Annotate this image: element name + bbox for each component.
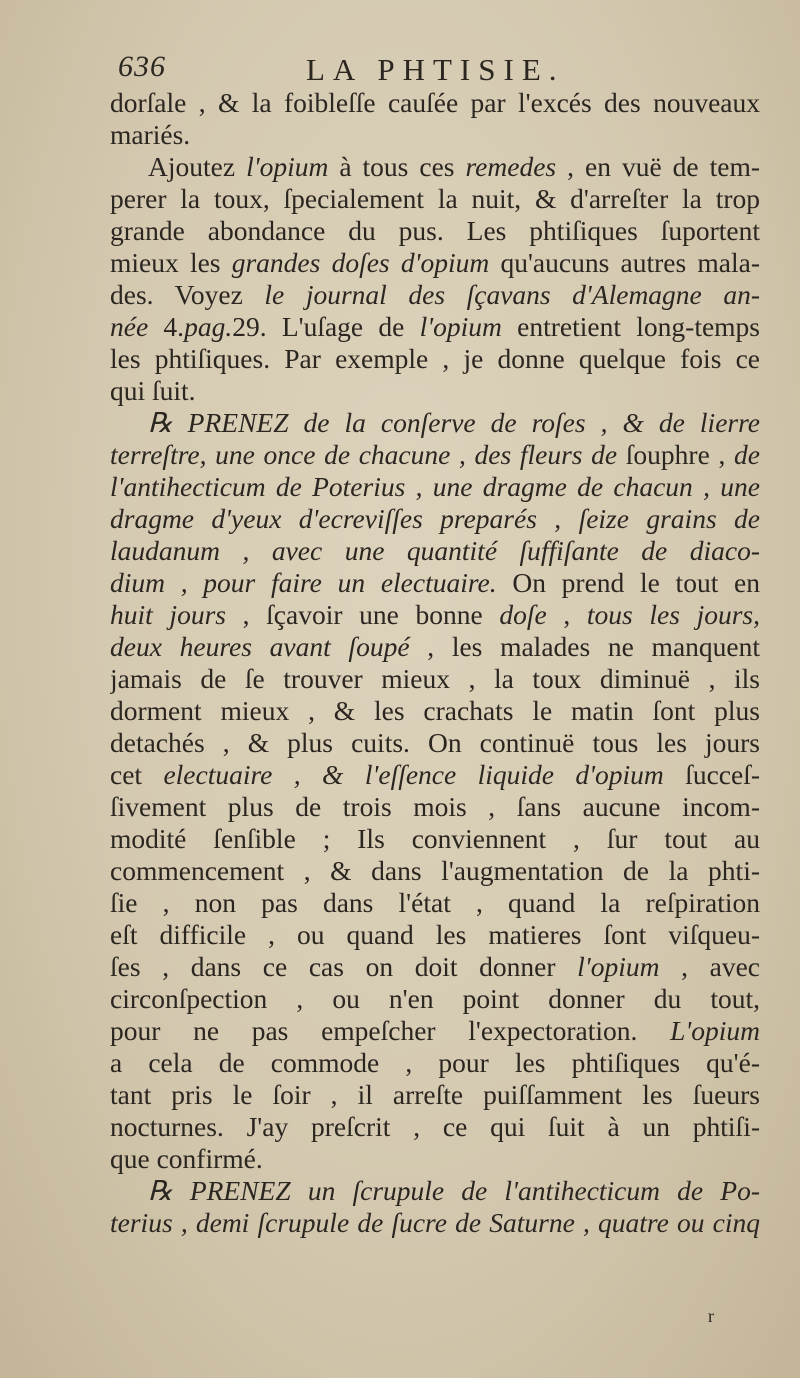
text-line <box>110 759 760 791</box>
text-line <box>110 1015 760 1047</box>
text-line <box>110 823 760 855</box>
roman-run: 4. <box>148 311 185 342</box>
text-line <box>110 535 760 567</box>
roman-run: qu'aucuns autres mala- <box>489 247 760 278</box>
italic-run: terreſtre, une once de chacune , des fleurs de <box>110 439 626 470</box>
roman-run: tant pris le ſoir , il arreſte puiſſamment les ſueurs <box>110 1079 760 1110</box>
roman-run: perer la toux, ſpecialement la nuit, & d'arreſter la trop <box>110 183 760 214</box>
text-line <box>110 1143 760 1175</box>
italic-run: remedes <box>465 151 557 182</box>
roman-run: commencement , & dans l'augmentation de la phti- <box>110 855 760 886</box>
roman-run: mariés. <box>110 119 191 150</box>
roman-run: pour ne pas empeſcher l'expectoration. <box>110 1015 671 1046</box>
roman-run: , avec <box>659 951 760 982</box>
italic-run: l'opium <box>419 311 502 342</box>
text-line <box>110 855 760 887</box>
text-line <box>110 791 760 823</box>
text-line <box>110 983 760 1015</box>
roman-run: des. Voyez <box>110 279 265 310</box>
text-line <box>110 279 760 311</box>
roman-run: On prend le tout en <box>496 567 760 598</box>
text-line <box>110 375 760 407</box>
text-line <box>110 311 760 343</box>
italic-run: née <box>110 311 149 342</box>
page-header <box>118 50 748 90</box>
text-line <box>110 343 760 375</box>
roman-run: eſt difficile , ou quand les matieres ſont viſqueu- <box>110 919 760 950</box>
italic-run: ℞ PRENEZ de la conſerve de roſes , & de lierre <box>148 407 760 438</box>
roman-run: modité ſenſible ; Ils conviennent , ſur tout au <box>110 823 760 854</box>
text-line <box>110 471 760 503</box>
text-line <box>110 599 760 631</box>
body-text <box>110 87 760 1239</box>
text-line <box>110 1207 760 1239</box>
roman-run: 29. L'uſage de <box>232 311 420 342</box>
text-line <box>110 695 760 727</box>
italic-run: l'opium <box>246 151 329 182</box>
roman-run: a cela de commode , pour les phtiſiques qu'é- <box>110 1047 760 1078</box>
roman-run: les phtiſiques. Par exemple , je donne quelque fois ce <box>110 343 760 374</box>
roman-run: ſes , dans ce cas on doit donner <box>110 951 578 982</box>
text-line <box>110 503 760 535</box>
roman-run: mieux les <box>110 247 232 278</box>
text-line <box>110 663 760 695</box>
text-line <box>110 1111 760 1143</box>
roman-run: jamais de ſe trouver mieux , la toux diminuë , ils <box>110 663 760 694</box>
roman-run: ſie , non pas dans l'état , quand la reſpiration <box>110 887 760 918</box>
italic-run: l'antihecticum de Poterius , une dragme de chacun , une <box>110 471 760 502</box>
printer-mark: r <box>708 1306 714 1326</box>
italic-run: tous les jours, <box>586 599 760 630</box>
roman-run: ſucceſ- <box>663 759 760 790</box>
text-line <box>110 1047 760 1079</box>
roman-run: Ajoutez <box>148 151 247 182</box>
roman-run: dorment mieux , & les crachats le matin ſont plus <box>110 695 760 726</box>
text-line <box>110 183 760 215</box>
text-line <box>110 247 760 279</box>
roman-run: , en vuë de tem- <box>556 151 760 182</box>
italic-run: L'opium <box>670 1015 760 1046</box>
roman-run: qui ſuit. <box>110 375 196 406</box>
text-line <box>110 951 760 983</box>
italic-run: ℞ PRENEZ un ſcrupule de l'antihecticum de Po- <box>148 1175 760 1206</box>
roman-run: , les malades ne manquent <box>409 631 760 662</box>
text-line <box>110 887 760 919</box>
italic-run: le journal des ſçavans d'Alemagne an- <box>264 279 760 310</box>
italic-run: dragme d'yeux d'ecreviſſes preparés , ſeize grains de <box>110 503 760 534</box>
text-line <box>110 439 760 471</box>
roman-run: nocturnes. J'ay preſcrit , ce qui ſuit à un phtiſi- <box>110 1111 760 1142</box>
text-line <box>110 407 760 439</box>
roman-run: circonſpection , ou n'en point donner du tout, <box>110 983 760 1014</box>
italic-run: terius , demi ſcrupule de ſucre de Saturne , quatre ou cinq <box>110 1207 760 1238</box>
italic-run: pag. <box>184 311 233 342</box>
italic-run: de <box>734 439 760 470</box>
roman-run: cet <box>110 759 164 790</box>
italic-run: huit jours <box>110 599 226 630</box>
roman-run: dorſale , & la foibleſſe cauſée par l'excés des nouveaux <box>110 87 760 118</box>
text-line <box>110 119 760 151</box>
italic-run: l'opium <box>577 951 660 982</box>
roman-run: detachés , & plus cuits. On continuë tous les jours <box>110 727 760 758</box>
page-number: 636 <box>118 50 166 83</box>
text-line <box>110 1175 760 1207</box>
roman-run: à tous ces <box>328 151 466 182</box>
roman-run: , <box>546 599 587 630</box>
text-line <box>110 87 760 119</box>
text-line <box>110 567 760 599</box>
italic-run: electuaire , & l'eſſence liquide d'opium <box>163 759 664 790</box>
text-line <box>110 1079 760 1111</box>
roman-run: entretient long-temps <box>501 311 760 342</box>
text-line <box>110 215 760 247</box>
roman-run: grande abondance du pus. Les phtiſiques ſuportent <box>110 215 760 246</box>
text-line <box>110 919 760 951</box>
roman-run: ſouphre , <box>625 439 735 470</box>
text-line <box>110 727 760 759</box>
roman-run: ſivement plus de trois mois , ſans aucune incom- <box>110 791 760 822</box>
italic-run: doſe <box>499 599 547 630</box>
italic-run: grandes doſes d'opium <box>231 247 490 278</box>
italic-run: deux heures avant ſoupé <box>110 631 410 662</box>
italic-run: dium , pour faire un electuaire. <box>110 567 497 598</box>
roman-run: , ſçavoir une bonne <box>225 599 500 630</box>
text-line <box>110 151 760 183</box>
italic-run: laudanum , avec une quantité ſuffiſante de diaco- <box>110 535 760 566</box>
roman-run: que confirmé. <box>110 1143 263 1174</box>
running-title: LA PHTISIE. <box>306 52 565 87</box>
text-line <box>110 631 760 663</box>
